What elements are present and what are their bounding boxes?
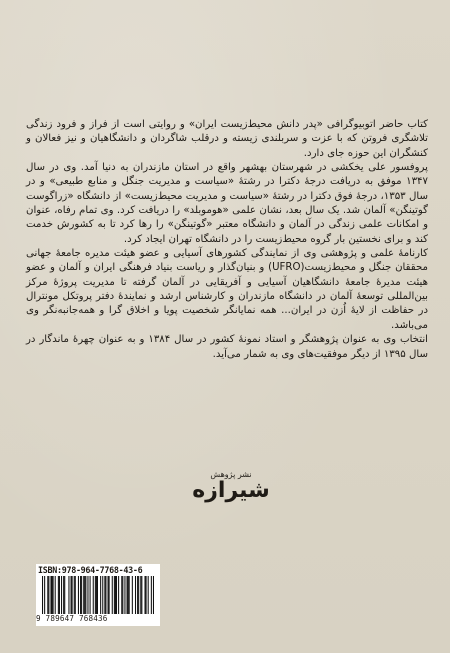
barcode-bar: [84, 576, 85, 614]
barcode-bars: [42, 576, 154, 614]
paragraph-intro: کتاب حاضر اتوبیوگرافی «پدر دانش محیط‌زیست ایران» و روایتی است از فراز و فرود زندگی تلاشگری فروتن که با عزت و سربلندی زیسته و درقلب شاگردان و دانشگاهیان و نیز فعالان و کنشگران این حوزه جای دارد.: [26, 119, 428, 159]
barcode-bar: [100, 576, 101, 614]
barcode-bar: [140, 576, 141, 614]
isbn-barcode: [36, 564, 160, 626]
barcode-bar: [96, 576, 97, 614]
barcode-bar: [112, 576, 113, 614]
paragraph-career: کارنامهٔ علمی و پژوهشی وی از نمایندگی کشورهای آسیایی و عضو هیئت مدیره جامعهٔ جهانی محققان جنگل و محیط‌زیست(UFRO) و بنیان‌گذار و ریاست بنیاد فرهنگی ایران و آلمان و عضو هیئت مدیرهٔ جامعهٔ دانشگاهیان آسیایی و آفریقایی در آلمان گرفته تا مدیریت پروژهٔ مرکز بین‌المللی توسعهٔ آلمان در دانشگاه مازندران و کارشناس ارشد و نمایندهٔ دفتر پروتکل مونترال در حفاظت از لایهٔ اُزن در ایران... همه نمایانگر شخصیت پویا و اخلاق گرا و همه‌جانبه‌نگر وی می‌باشد.: [26, 248, 428, 331]
barcode-bar: [95, 576, 96, 614]
barcode-bar: [85, 576, 86, 614]
barcode-bar: [115, 576, 116, 614]
barcode-bar: [87, 576, 88, 614]
barcode-bar: [48, 576, 49, 614]
publisher-logo: [178, 470, 284, 516]
barcode-bar: [72, 576, 73, 614]
barcode-bar: [105, 576, 106, 614]
barcode-bar: [59, 576, 60, 614]
barcode-bar: [118, 576, 119, 614]
barcode-bar: [104, 576, 105, 614]
publisher-tagline: نشر پژوهش: [210, 470, 252, 479]
barcode-bar: [122, 576, 123, 614]
barcode-bar: [80, 576, 81, 614]
barcode-bar: [63, 576, 64, 614]
barcode-bar: [109, 576, 110, 614]
barcode-bar: [44, 576, 45, 614]
barcode-bar: [75, 576, 76, 614]
barcode-bar: [148, 576, 149, 614]
barcode-bar: [93, 576, 94, 614]
barcode-bar: [144, 576, 145, 614]
barcode-bar: [137, 576, 138, 614]
barcode-bar: [53, 576, 54, 614]
barcode-bar: [135, 576, 136, 614]
barcode-bar: [61, 576, 62, 614]
barcode-bar: [50, 576, 51, 614]
barcode-bar: [58, 576, 59, 614]
barcode-bar: [141, 576, 142, 614]
barcode-bar: [78, 576, 79, 614]
barcode-bar: [138, 576, 139, 614]
barcode-bar: [129, 576, 130, 614]
publisher-name: شیرازه: [192, 478, 270, 503]
barcode-bar: [97, 576, 98, 614]
isbn-label: ISBN:978-964-7768-43-6: [38, 565, 143, 575]
barcode-bar: [83, 576, 84, 614]
barcode-bar: [151, 576, 152, 614]
barcode-bar: [128, 576, 129, 614]
barcode-bar: [74, 576, 75, 614]
barcode-bar: [114, 576, 115, 614]
barcode-bar: [68, 576, 69, 614]
barcode-bar: [124, 576, 125, 614]
barcode-bar: [52, 576, 53, 614]
barcode-bar: [127, 576, 128, 614]
barcode-bar: [146, 576, 147, 614]
barcode-bar: [108, 576, 109, 614]
barcode-bar: [47, 576, 48, 614]
barcode-bar: [81, 576, 82, 614]
barcode-digits: 9 789647 768436: [36, 614, 108, 623]
barcode-bar: [90, 576, 91, 614]
barcode-bar: [153, 576, 154, 614]
barcode-bar: [116, 576, 117, 614]
barcode-bar: [102, 576, 103, 614]
barcode-bar: [71, 576, 72, 614]
barcode-bar: [121, 576, 122, 614]
barcode-bar: [42, 576, 43, 614]
paragraph-biography: پروفسور علی یخکشی در شهرستان بهشهر واقع در استان مازندران به دنیا آمد. وی در سال ۱۳۴۷ موفق به دریافت درجهٔ دکترا در رشتهٔ «سیاست و مدیریت جنگل و منابع طبیعی» و در سال ۱۳۵۳، درجهٔ فوق دکترا در رشتهٔ «سیاست و مدیریت محیط‌زیست» از دانشگاه «زراگوست گوتینگن» آلمان شد. یک سال بعد، نشان علمی «هوموبلد» را دریافت کرد. وی تمام رفاه، عنوان و امکانات علمی زندگی در آلمان و دانشگاه معتبر «گوتینگن» را رها کرد تا به کشورش خدمت کند و برای نخستین بار گروه محیط‌زیست را در دانشگاه تهران ایجاد کرد.: [26, 162, 429, 245]
barcode-bar: [132, 576, 133, 614]
barcode-bar: [55, 576, 56, 614]
barcode-bar: [64, 576, 65, 614]
synopsis-text: [26, 118, 428, 362]
paragraph-honors: انتخاب وی به عنوان پژوهشگر و استاد نمونهٔ کشور در سال ۱۳۸۴ و به عنوان چهرهٔ ماندگار در سال ۱۳۹۵ از دیگر موفقیت‌های وی به شمار می‌آید.: [26, 334, 428, 360]
